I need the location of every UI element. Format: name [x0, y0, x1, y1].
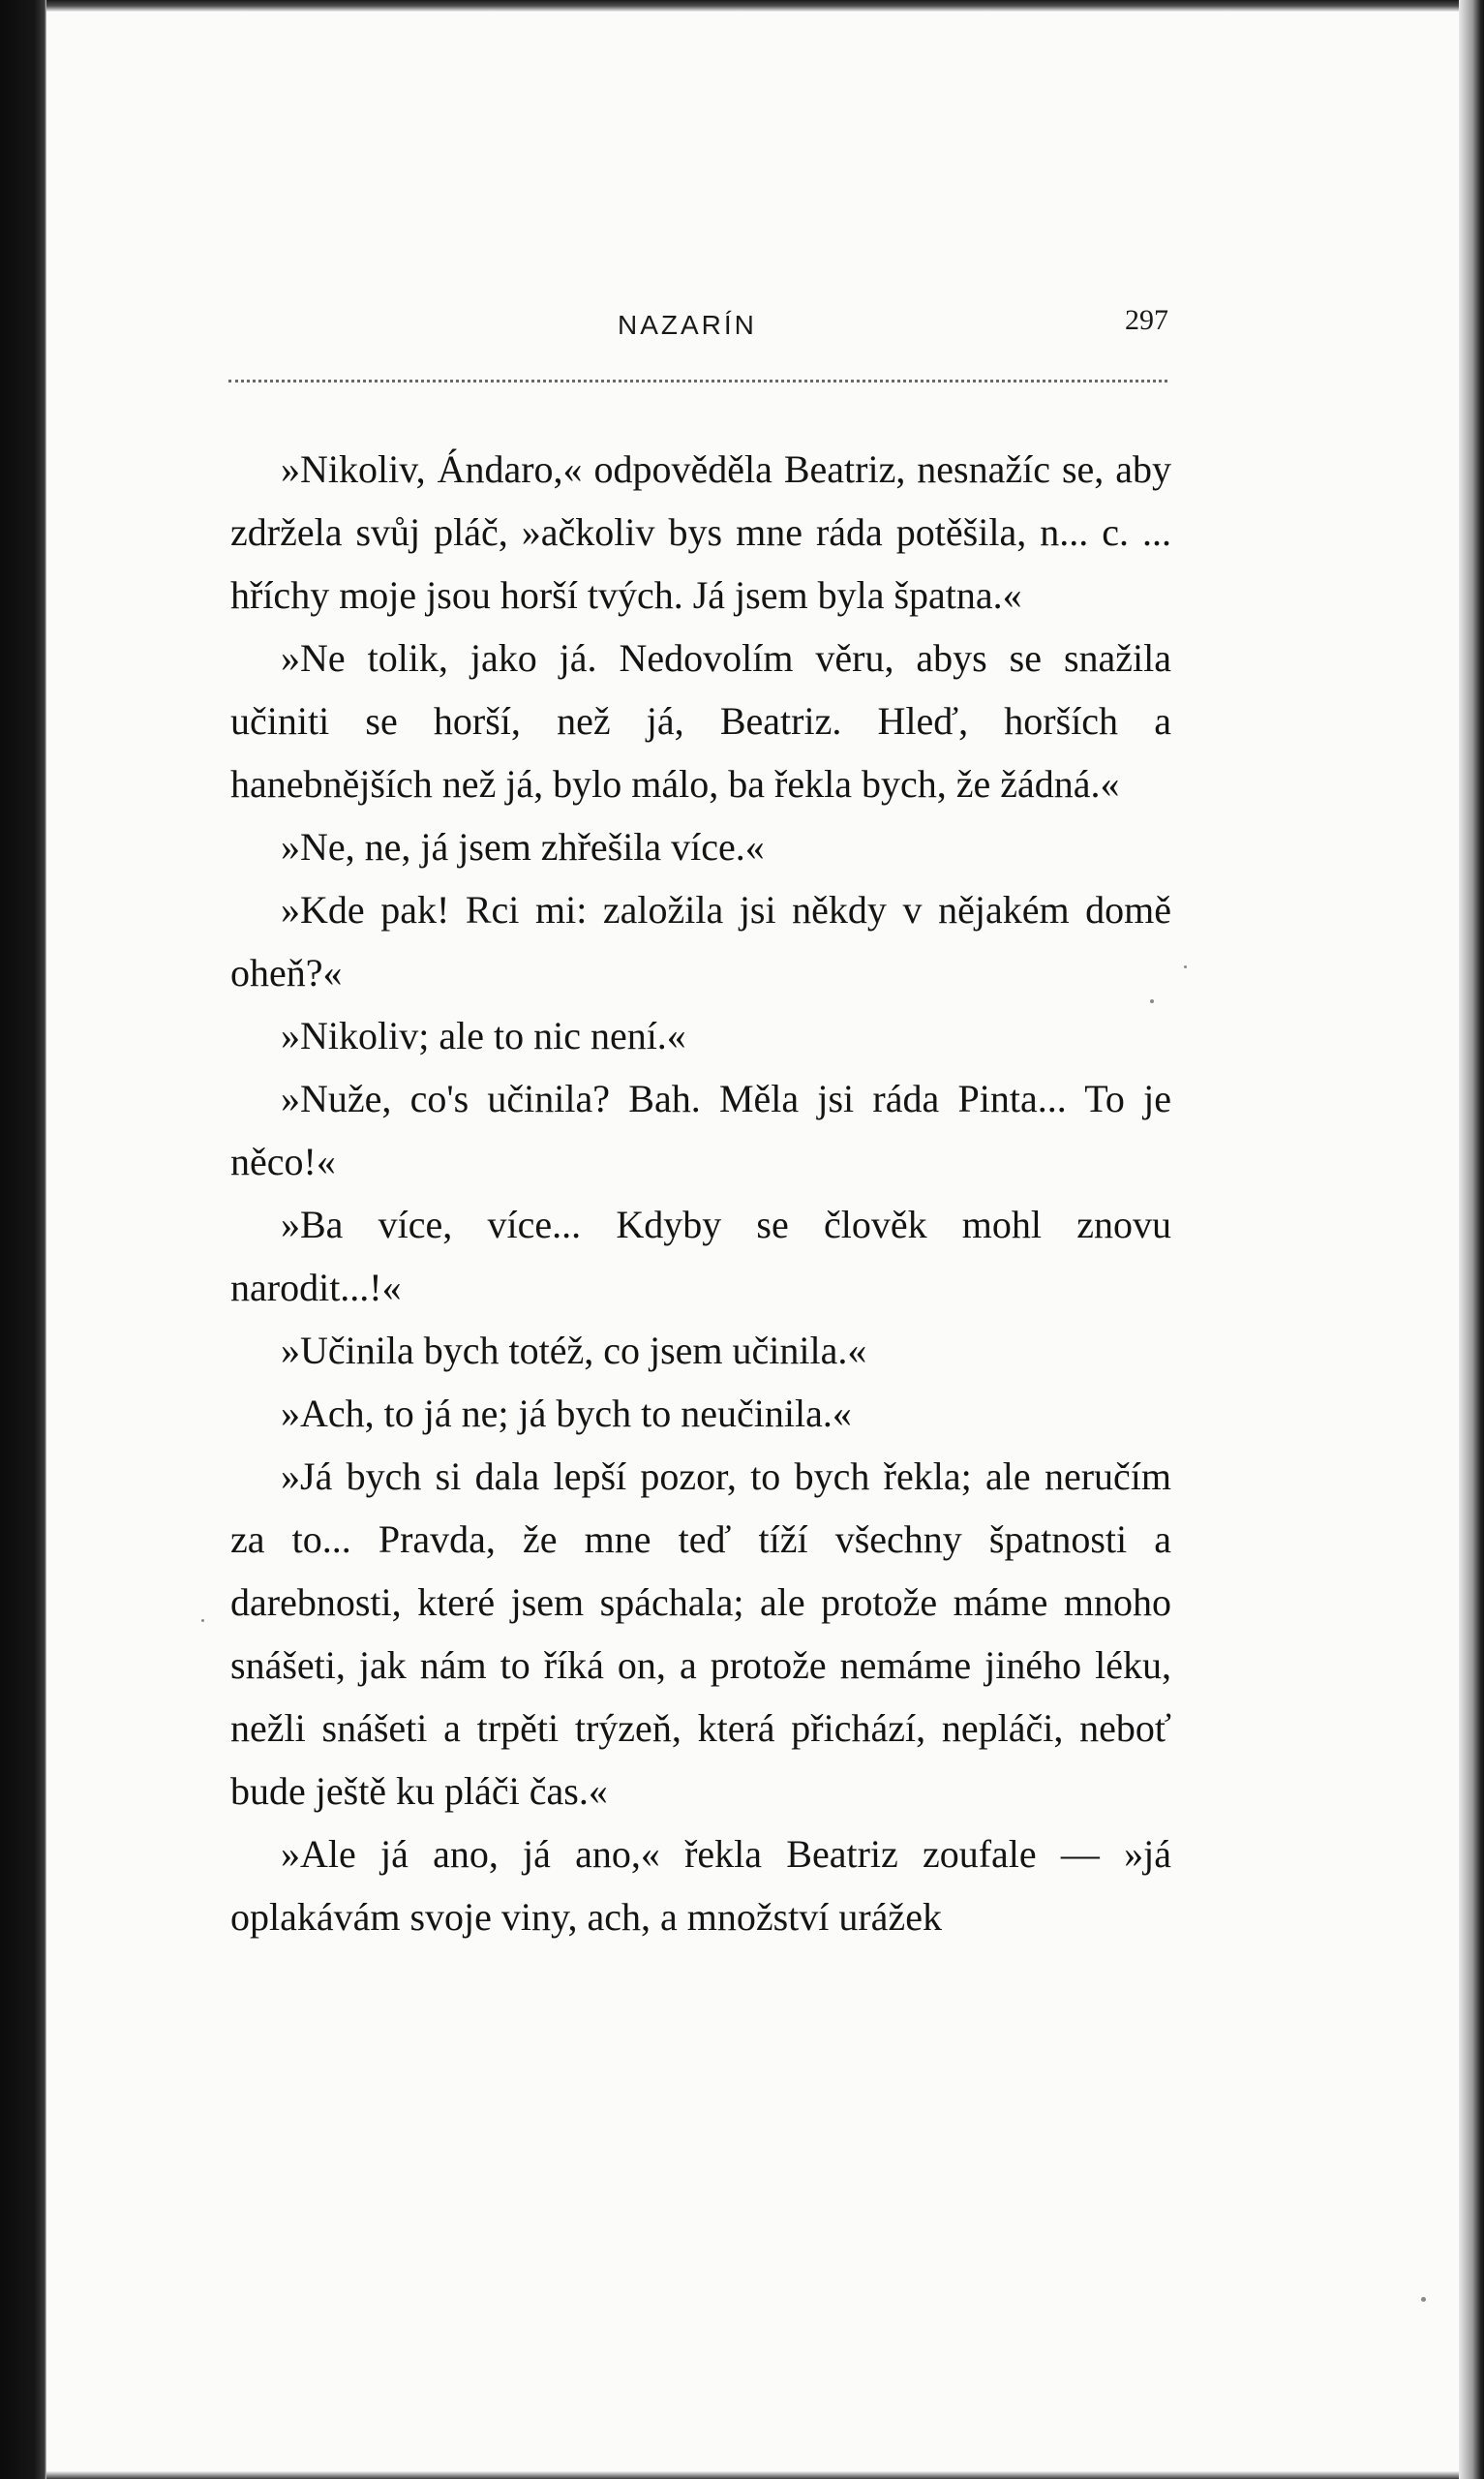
- page-right-edge: [1459, 0, 1484, 2479]
- speck: [1421, 2297, 1426, 2302]
- paragraph: »Ne, ne, já jsem zhřešila více.«: [281, 825, 765, 869]
- speck: [1150, 999, 1154, 1003]
- paragraph: »Ale já ano, já ano,« řekla Beatriz zoufale — »já oplakávám svoje viny, ach, a množství urážek: [230, 1832, 1171, 1939]
- running-title: NAZARÍN: [618, 310, 757, 340]
- speck: [201, 1619, 204, 1622]
- book-binding-shadow: [0, 0, 46, 2479]
- header-dotted-rule: [228, 380, 1167, 383]
- speck: [1184, 965, 1187, 968]
- page-top-edge: [46, 0, 1459, 12]
- paragraph: »Učinila bych totéž, co jsem učinila.«: [281, 1329, 867, 1372]
- paragraph: »Ne tolik, jako já. Nedovolím věru, abys se snažila učiniti se horší, než já, Beatriz. Hleď, horších a hanebnějších než já, bylo málo, ba řekla bych, že žádná.«: [230, 636, 1171, 806]
- page-bottom-edge: [46, 2471, 1459, 2479]
- book-page: [46, 12, 1459, 2471]
- paragraph: »Ba více, více... Kdyby se člověk mohl znovu narodit...!«: [230, 1203, 1171, 1309]
- paragraph: »Kde pak! Rci mi: založila jsi někdy v nějakém domě oheň?«: [230, 888, 1171, 995]
- paragraph: »Já bych si dala lepší pozor, to bych řekla; ale neručím za to... Pravda, že mne teď tíží všechny špatnosti a darebnosti, které jsem spáchala; ale protože máme mnoho snášeti, jak nám to říká on, a protože nemáme jiného léku, nežli snášeti a trpěti trýzeň, která přichází, nepláči, neboť bude ještě ku pláči čas.«: [230, 1454, 1171, 1813]
- body-text: [230, 438, 1171, 1948]
- page-number: 297: [1125, 304, 1168, 336]
- paragraph: »Ach, to já ne; já bych to neučinila.«: [281, 1392, 852, 1435]
- paragraph: »Nikoliv; ale to nic není.«: [281, 1014, 686, 1057]
- paragraph: »Nikoliv, Ándaro,« odpověděla Beatriz, nesnažíc se, aby zdržela svůj pláč, »ačkoliv bys mne ráda potěšila, n... c. ... hříchy moje jsou horší tvých. Já jsem byla špatna.«: [230, 447, 1171, 617]
- page-header: [46, 292, 1459, 341]
- paragraph: »Nuže, co's učinila? Bah. Měla jsi ráda Pinta... To je něco!«: [230, 1077, 1171, 1183]
